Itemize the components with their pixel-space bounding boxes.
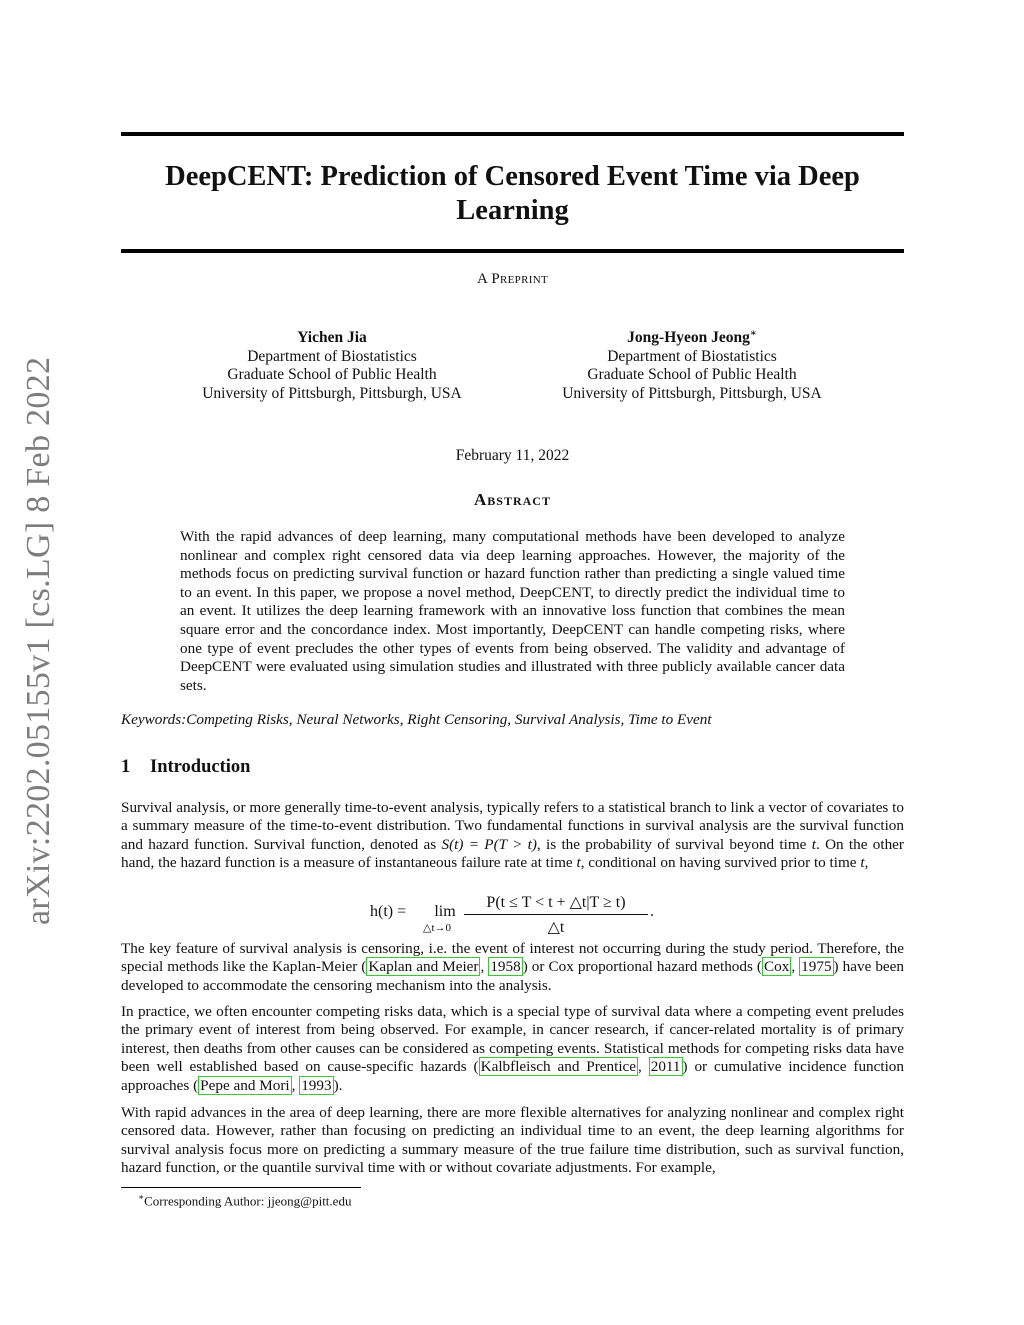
author-name: Jong-Hyeon Jeong∗ — [627, 328, 757, 347]
section-heading-introduction: 1 Introduction — [121, 757, 251, 777]
intro-paragraph-3: In practice, we often encounter competing risks data, which is a special type of survival data where a competing event preludes the primary event of interest from being observed. For example, in cancer research, if cancer-related mortality is of primary interest, then deaths from other causes can be considered as competing events. Statistical methods for competing risks data have been well established based on cause-specific hazards ( Kalbfleisch and Prentice , 2011 ) or cumulative incidence function approaches ( Pepe and Mori , 1993 ). — [121, 1003, 904, 1094]
intro-paragraph-1: Survival analysis, or more generally time-to-event analysis, typically refers to a statistical branch to link a vector of covariates to a summary measure of the time-to-event distribution. Two fundamental functions in survival analysis are the survival function and hazard function. Survival function, denoted as S(t) = P(T > t), is the probability of survival beyond time t. On the other hand, the hazard function is a measure of instantaneous failure rate at time t, conditional on having survived prior to time t, — [121, 799, 904, 872]
citation-year-link[interactable]: 2011 — [650, 1058, 681, 1076]
title-bottom-rule — [121, 249, 904, 253]
intro-paragraph-2: The key feature of survival analysis is censoring, i.e. the event of interest not occurring during the study period. Therefore, the special methods like the Kaplan-Meier ( Kaplan and Meier , 1958 ) or Cox proportional hazard methods ( Cox , 1975 ) have been developed to accommodate the censoring mechanism into the analysis. — [121, 940, 905, 994]
author-block — [152, 325, 512, 403]
author-name: Yichen Jia — [297, 329, 367, 347]
author-university: University of Pittsburgh, Pittsburgh, USA — [202, 384, 462, 402]
footnote-rule — [121, 1187, 361, 1188]
citation-link-kalbfleisch-prentice[interactable]: Kalbfleisch and Prentice — [480, 1058, 637, 1076]
equation-numerator: P(t ≤ T < t + △t|T ≥ t) — [486, 894, 626, 911]
author-school: Graduate School of Public Health — [587, 366, 797, 384]
author-university: University of Pittsburgh, Pittsburgh, USA — [562, 384, 822, 402]
paper-page: arXiv:2202.05155v1 [cs.LG] 8 Feb 2022 DeepCENT: Prediction of Censored Event Time via Deep Learning A Preprint Yichen Jia Department of Biostatistics Graduate School of Public Health University of Pittsburgh, Pittsburgh, USA Jong-Hyeon Jeong∗ Department of Biostatistics Graduate School of Public Health University of Pittsburgh, Pittsburgh, USA February 11, 2022 Abstract With the rapid advances of deep learning, many computational methods have been developed to analyze nonlinear and complex right censored data via deep learning approaches. However, the majority of the methods focus on predicting survival function or hazard function rather than predicting a single valued time to an event. In this paper, we propose a novel method, DeepCENT, to directly predict the individual time to an event. It utilizes the deep learning framework with an innovative loss function that combines the mean square error and the concordance index. Most importantly, DeepCENT can handle competing risks, where one type of event precludes the other types of events from being observed. The validity and advantage of DeepCENT were evaluated using simulation studies and illustrated with three publicly available cancer data sets. Keywords:Competing Risks, Neural Networks, Right Censoring, Survival Analysis, Time to Event 1 Introduction Survival analysis, or more generally time-to-event analysis, typically refers to a statistical branch to link a vector of covariates to a summary measure of the time-to-event distribution. Two fundamental functions in survival analysis are the survival function and hazard function. Survival function, denoted as S(t) = P(T > t), is the probability of survival beyond time t. On the other hand, the hazard function is a measure of instantaneous failure rate at time t, conditional on having survived prior to time t, h(t) = lim △t→0 P(t ≤ T < t + △t|T ≥ t) △t . The key feature of survival analysis is censoring, i.e. the event of interest not occurring during the study period. Therefore, the special methods like the Kaplan-Meier ( Kaplan and Meier , 1958 ) or Cox proportional hazard methods ( Cox , 1975 ) have been developed to accommodate the censoring mechanism into the analysis. In practice, we often encounter competing risks data, which is a special type of survival data where a competing event preludes the primary event of interest from being observed. For example, in cancer research, if cancer-related mortality is of primary interest, then deaths from other causes can be considered as competing events. Statistical methods for competing risks data have been well established based on cause-specific hazards ( Kalbfleisch and Prentice , 2011 ) or cumulative incidence function approaches ( Pepe and Mori , 1993 ). With rapid advances in the area of deep learning, there are more flexible alternatives for analyzing nonlinear and complex right censored data. However, rather than focusing on predicting an individual time to an event, the deep learning algorithms for survival analysis focus more on predicting a summary measure of the true failure time distribution, such as survival function, hazard function, or the quantile survival time with or without covariate adjustments. For example, ∗Corresponding Author: jjeong@pitt.edu — [0, 0, 1024, 1325]
abstract-heading: Abstract — [474, 490, 551, 509]
math-survival-function: S(t) = P(T > t) — [441, 835, 537, 853]
equation-lhs: h(t) = — [370, 903, 407, 920]
fraction-bar — [464, 914, 648, 915]
author-block — [512, 325, 872, 403]
keywords: Keywords:Competing Risks, Neural Networks, Right Censoring, Survival Analysis, Time to Event — [121, 711, 712, 728]
abstract-body: With the rapid advances of deep learning, many computational methods have been developed to analyze nonlinear and complex right censored data via deep learning approaches. However, the majority of the methods focus on predicting survival function or hazard function rather than predicting a single valued time to an event. In this paper, we propose a novel method, DeepCENT, to directly predict the individual time to an event. It utilizes the deep learning framework with an innovative loss function that combines the mean square error and the concordance index. Most importantly, DeepCENT can handle competing risks, where one type of event precludes the other types of events from being observed. The validity and advantage of DeepCENT were evaluated using simulation studies and illustrated with three publicly available cancer data sets. — [180, 528, 845, 694]
citation-year-link[interactable]: 1958 — [490, 958, 521, 976]
citation-year-link[interactable]: 1975 — [801, 958, 832, 976]
equation-fraction — [464, 892, 648, 937]
citation-link-cox[interactable]: Cox — [764, 958, 790, 976]
author-department: Department of Biostatistics — [247, 347, 417, 365]
arxiv-stamp: arXiv:2202.05155v1 [cs.LG] 8 Feb 2022 — [20, 356, 57, 925]
publication-date: February 11, 2022 — [455, 447, 570, 464]
author-school: Graduate School of Public Health — [227, 366, 437, 384]
equation-denominator: △t — [547, 919, 565, 936]
preprint-label: A Preprint — [477, 271, 548, 287]
author-department: Department of Biostatistics — [607, 347, 777, 365]
title-top-rule — [121, 132, 904, 136]
footnote: ∗Corresponding Author: jjeong@pitt.edu — [138, 1192, 352, 1209]
citation-link-kaplan-meier[interactable]: Kaplan and Meier — [368, 958, 479, 976]
citation-link-pepe-mori[interactable]: Pepe and Mori — [200, 1076, 290, 1094]
equation-limit: lim △t→0 — [423, 903, 456, 934]
citation-year-link[interactable]: 1993 — [301, 1076, 332, 1094]
intro-paragraph-4: With rapid advances in the area of deep learning, there are more flexible alternatives for analyzing nonlinear and complex right censored data. However, rather than focusing on predicting an individual time to an event, the deep learning algorithms for survival analysis focus more on predicting a summary measure of the true failure time distribution, such as survival function, hazard function, or the quantile survival time with or without covariate adjustments. For example, — [121, 1104, 904, 1177]
paper-title: DeepCENT: Prediction of Censored Event Time via Deep Learning — [165, 161, 860, 226]
footnote-marker: ∗ — [749, 328, 757, 339]
